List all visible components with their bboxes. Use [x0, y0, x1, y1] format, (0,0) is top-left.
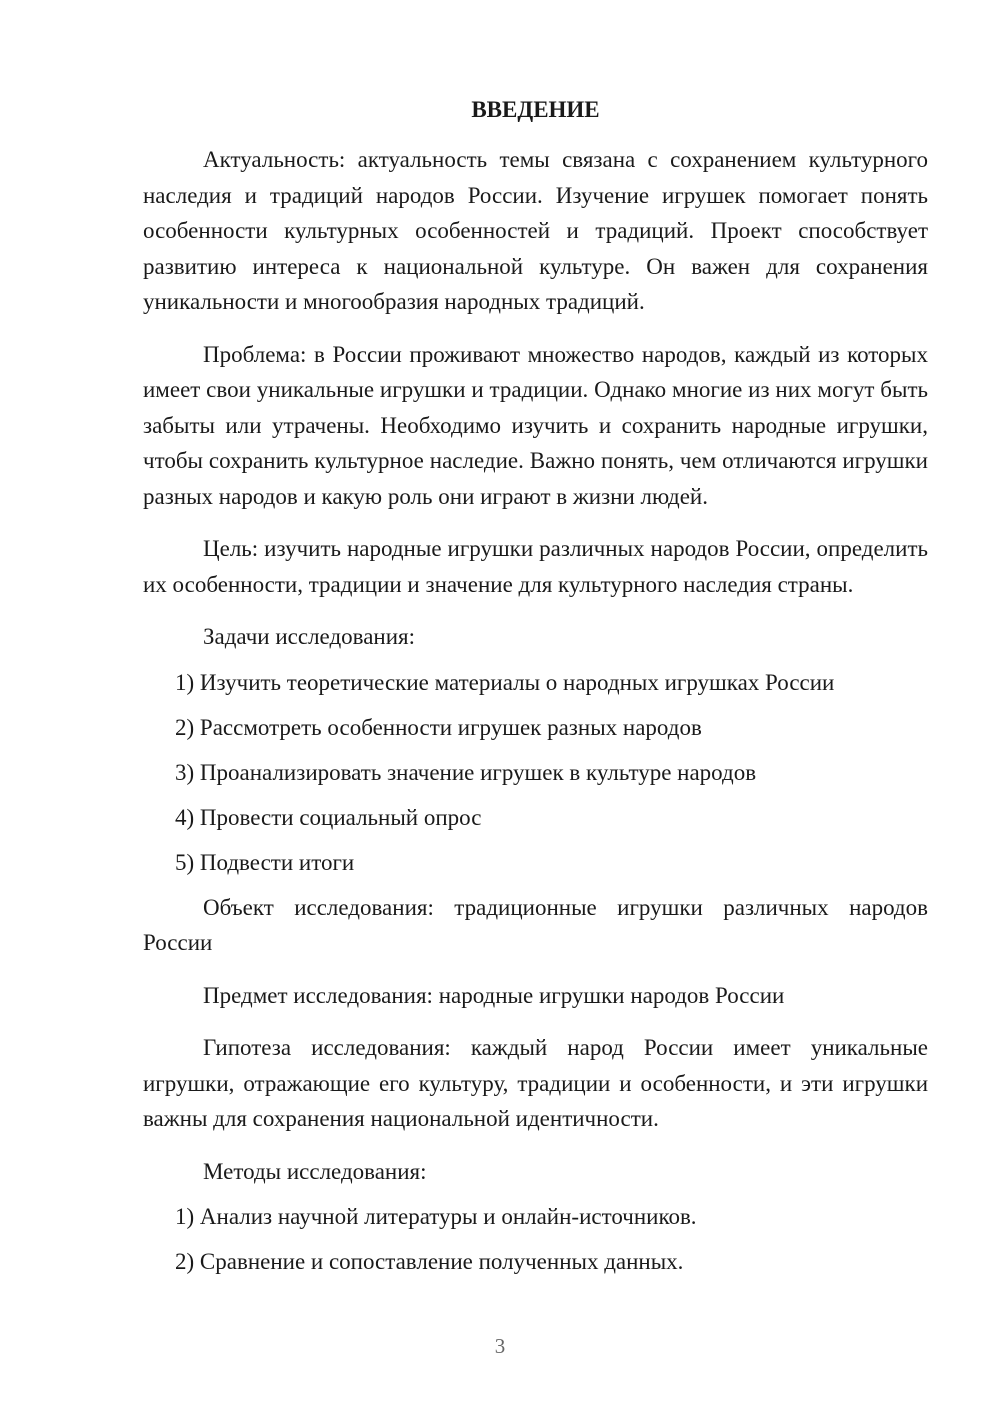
- hypothesis-paragraph: Гипотеза исследования: каждый народ России имеет уникальные игрушки, отражающие его культуру, традиции и особенности, и эти игрушки важны для сохранения национальной идентичности.: [143, 1035, 928, 1131]
- page-number: 3: [494, 1334, 506, 1358]
- list-item: 1) Анализ научной литературы и онлайн-источников.: [175, 1204, 697, 1229]
- list-item: 2) Рассмотреть особенности игрушек разных народов: [175, 714, 702, 740]
- tasks-heading: Задачи исследования:: [203, 624, 416, 649]
- methods-heading: Методы исследования:: [203, 1158, 427, 1184]
- subject-paragraph: Предмет исследования: народные игрушки народов России: [203, 982, 785, 1008]
- list-item: 3) Проанализировать значение игрушек в культуре народов: [175, 759, 757, 785]
- list-item: 5) Подвести итоги: [175, 849, 355, 875]
- tasks-list: [143, 665, 928, 881]
- relevance-paragraph: Актуальность: актуальность темы связана с сохранением культурного наследия и традиций народов России. Изучение игрушек помогает понять особенности культурных особенностей и традиций. Проект способствует развитию интереса к национальной культуре. Он важен для сохранения уникальности и многообразия народных традиций.: [143, 147, 928, 314]
- goal-paragraph: Цель: изучить народные игрушки различных народов России, определить их особенности, традиции и значение для культурного наследия страны.: [143, 536, 928, 597]
- list-item: 2) Сравнение и сопоставление полученных данных.: [175, 1249, 684, 1274]
- section-title: ВВЕДЕНИЕ: [471, 97, 600, 122]
- methods-list: [143, 1199, 928, 1280]
- list-item: 4) Провести социальный опрос: [175, 804, 482, 830]
- document-page: [143, 95, 928, 1289]
- object-paragraph: Объект исследования: традиционные игрушки различных народов России: [143, 894, 928, 955]
- list-item: 1) Изучить теоретические материалы о народных игрушках России: [175, 669, 835, 695]
- problem-paragraph: Проблема: в России проживают множество народов, каждый из которых имеет свои уникальные игрушки и традиции. Однако многие из них могут быть забыты или утрачены. Необходимо изучить и сохранить народные игрушки, чтобы сохранить культурное наследие. Важно понять, чем отличаются игрушки разных народов и какую роль они играют в жизни людей.: [143, 341, 928, 509]
